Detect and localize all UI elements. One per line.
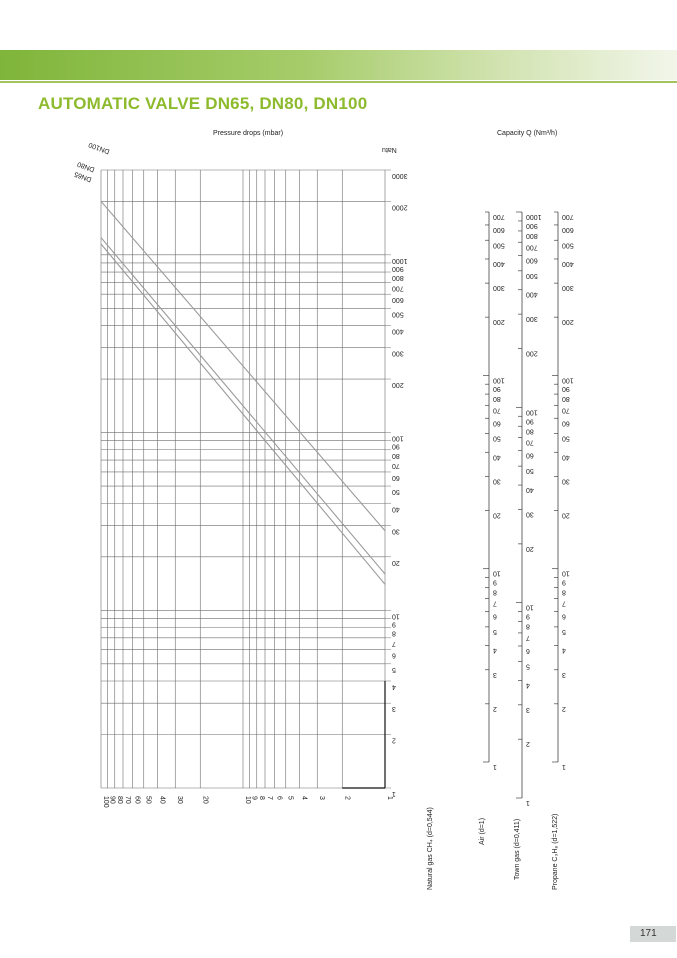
y-tick-label: 20 xyxy=(392,558,400,566)
y-tick-label: 1000 xyxy=(392,256,408,264)
y-tick-label: 900 xyxy=(392,264,404,272)
capacity-tick-label: 300 xyxy=(526,315,538,323)
capacity-tick-label: 80 xyxy=(562,395,570,403)
pressure-drops-header: Pressure drops (mbar) xyxy=(213,130,284,137)
y-tick-label: 7 xyxy=(392,639,396,647)
capacity-tick-label: 70 xyxy=(562,406,570,414)
capacity-tick-label: 5 xyxy=(493,627,497,635)
page-title: AUTOMATIC VALVE DN65, DN80, DN100 xyxy=(38,94,368,113)
capacity-tick-label: 60 xyxy=(493,419,501,427)
capacity-tick-label: 30 xyxy=(493,477,501,485)
page-number: 171 xyxy=(640,928,657,939)
capacity-tick-label: 800 xyxy=(526,231,538,239)
x-tick-label: 80 xyxy=(115,796,123,804)
capacity-tick-label: 9 xyxy=(526,612,530,620)
capacity-tick-label: 6 xyxy=(526,647,530,655)
capacity-tick-label: 200 xyxy=(562,318,574,326)
capacity-tick-label: 300 xyxy=(493,284,505,292)
capacity-tick-label: 200 xyxy=(493,318,505,326)
y-tick-label: 30 xyxy=(392,527,400,535)
capacity-scale-name: Propane C₃H₈ (d=1,522) xyxy=(552,813,559,890)
capacity-tick-label: 80 xyxy=(493,395,501,403)
capacity-tick-label: 30 xyxy=(562,477,570,485)
y-tick-label: 80 xyxy=(392,451,400,459)
capacity-tick-label: 70 xyxy=(526,438,534,446)
capacity-tick-label: 9 xyxy=(562,578,566,586)
page-number-box xyxy=(630,926,676,942)
y-axis-label: Natu xyxy=(382,146,397,153)
x-tick-label: 30 xyxy=(176,796,184,804)
capacity-tick-label: 600 xyxy=(562,225,574,233)
x-tick-label: 1 xyxy=(386,796,393,800)
capacity-tick-label: 3 xyxy=(493,670,497,678)
x-tick-label: 20 xyxy=(201,796,209,804)
capacity-tick-label: 400 xyxy=(526,290,538,298)
x-tick-label: 50 xyxy=(144,796,152,804)
y-tick-label: 60 xyxy=(392,473,400,481)
capacity-tick-label: 1000 xyxy=(526,213,542,220)
y-tick-label: 800 xyxy=(392,274,404,282)
capacity-tick-label: 4 xyxy=(526,681,530,689)
capacity-tick-label: 700 xyxy=(526,243,538,251)
capacity-tick-label: 20 xyxy=(526,544,534,552)
capacity-tick-label: 60 xyxy=(562,419,570,427)
y-tick-label: 6 xyxy=(392,651,396,659)
y-tick-label: 3 xyxy=(392,705,396,713)
capacity-tick-label: 400 xyxy=(493,259,505,267)
capacity-tick-label: 40 xyxy=(562,453,570,461)
x-tick-label: 4 xyxy=(300,796,308,800)
capacity-tick-label: 500 xyxy=(562,241,574,249)
capacity-tick-label: 50 xyxy=(562,434,570,442)
capacity-tick-label: 80 xyxy=(526,427,534,435)
x-tick-label: 60 xyxy=(133,796,141,804)
x-tick-label: 70 xyxy=(123,796,131,804)
capacity-tick-label: 7 xyxy=(562,599,566,607)
capacity-tick-label: 90 xyxy=(526,417,534,425)
y-tick-label: 200 xyxy=(392,381,404,389)
series-label-dn100: DN100 xyxy=(87,140,111,155)
x-tick-label: 100 xyxy=(102,796,109,808)
capacity-tick-label: 400 xyxy=(562,259,574,267)
capacity-tick-label: 40 xyxy=(526,486,534,494)
capacity-tick-label: 6 xyxy=(562,612,566,620)
series-label-dn80: DN80 xyxy=(76,159,96,173)
capacity-tick-label: 3 xyxy=(526,705,530,713)
capacity-tick-label: 100 xyxy=(526,408,538,416)
capacity-tick-label: 90 xyxy=(562,385,570,393)
capacity-tick-label: 40 xyxy=(493,453,501,461)
capacity-tick-label: 700 xyxy=(493,213,505,220)
capacity-tick-label: 60 xyxy=(526,451,534,459)
capacity-tick-label: 2 xyxy=(562,704,566,712)
capacity-tick-label: 100 xyxy=(562,376,574,384)
capacity-tick-label: 50 xyxy=(526,467,534,475)
capacity-tick-label: 300 xyxy=(562,284,574,292)
y-tick-label: 4 xyxy=(392,682,396,690)
capacity-tick-label: 90 xyxy=(493,385,501,393)
capacity-header: Capacity Q (Nm³/h) xyxy=(497,130,558,137)
capacity-tick-label: 700 xyxy=(562,213,574,220)
capacity-tick-label: 70 xyxy=(493,406,501,414)
y-tick-label: 500 xyxy=(392,310,404,318)
capacity-tick-label: 8 xyxy=(493,588,497,596)
y-tick-label: 2 xyxy=(392,736,396,744)
capacity-tick-label: 1 xyxy=(562,763,566,770)
capacity-tick-label: 50 xyxy=(493,434,501,442)
capacity-tick-label: 4 xyxy=(562,646,566,654)
capacity-tick-label: 500 xyxy=(526,271,538,279)
capacity-tick-label: 20 xyxy=(562,511,570,519)
capacity-tick-label: 8 xyxy=(526,622,530,630)
capacity-tick-label: 30 xyxy=(526,510,534,518)
capacity-tick-label: 8 xyxy=(562,588,566,596)
capacity-tick-label: 500 xyxy=(493,241,505,249)
x-tick-label: 10 xyxy=(244,796,251,804)
capacity-tick-label: 900 xyxy=(526,221,538,229)
capacity-tick-label: 3 xyxy=(562,670,566,678)
capacity-tick-label: 9 xyxy=(493,578,497,586)
x-tick-label: 8 xyxy=(257,796,265,800)
capacity-tick-label: 10 xyxy=(493,569,501,577)
x-tick-label: 7 xyxy=(265,796,273,800)
capacity-tick-label: 100 xyxy=(493,376,505,384)
x-tick-label: 9 xyxy=(250,796,258,800)
y-tick-label: 10 xyxy=(392,612,400,620)
y-tick-label: 70 xyxy=(392,462,400,470)
x-tick-label: 6 xyxy=(275,796,283,800)
x-tick-label: 3 xyxy=(318,796,326,800)
x-tick-label: 2 xyxy=(343,796,351,800)
capacity-tick-label: 6 xyxy=(493,612,497,620)
x-tick-label: 5 xyxy=(286,796,294,800)
capacity-tick-label: 20 xyxy=(493,511,501,519)
y-tick-label: 2000 xyxy=(392,203,408,211)
capacity-tick-label: 600 xyxy=(493,225,505,233)
x-tick-label: 90 xyxy=(108,796,116,804)
capacity-tick-label: 200 xyxy=(526,349,538,357)
capacity-tick-label: 1 xyxy=(493,763,497,770)
capacity-tick-label: 10 xyxy=(526,603,534,611)
y-tick-label: 700 xyxy=(392,284,404,292)
capacity-tick-label: 2 xyxy=(493,704,497,712)
y-tick-label: 50 xyxy=(392,488,400,496)
y-tick-label: 3000 xyxy=(392,172,408,179)
capacity-tick-label: 5 xyxy=(562,627,566,635)
capacity-tick-label: 7 xyxy=(493,599,497,607)
y-tick-label: 100 xyxy=(392,434,404,442)
capacity-scale-name: Town gas (d=0,411) xyxy=(514,818,521,880)
capacity-tick-label: 5 xyxy=(526,662,530,670)
capacity-tick-label: 10 xyxy=(562,569,570,577)
capacity-scale-name: Air (d=1) xyxy=(479,817,486,845)
y-tick-label: 40 xyxy=(392,505,400,513)
y-tick-label: 5 xyxy=(392,665,396,673)
y-tick-label: 90 xyxy=(392,442,400,450)
capacity-tick-label: 7 xyxy=(526,633,530,641)
capacity-tick-label: 4 xyxy=(493,646,497,654)
y-tick-label: 600 xyxy=(392,296,404,304)
capacity-tick-label: 1 xyxy=(526,799,530,806)
capacity-tick-label: 2 xyxy=(526,740,530,748)
y-tick-label: 300 xyxy=(392,349,404,357)
capacity-scale-name: Natural gas CH₄ (d=0,544) xyxy=(427,807,434,890)
y-tick-label: 1 xyxy=(392,790,396,797)
series-label-dn65: DN65 xyxy=(73,169,93,183)
y-tick-label: 8 xyxy=(392,629,396,637)
x-tick-label: 40 xyxy=(158,796,166,804)
capacity-tick-label: 600 xyxy=(526,256,538,264)
y-tick-label: 400 xyxy=(392,327,404,335)
y-tick-label: 9 xyxy=(392,620,396,628)
